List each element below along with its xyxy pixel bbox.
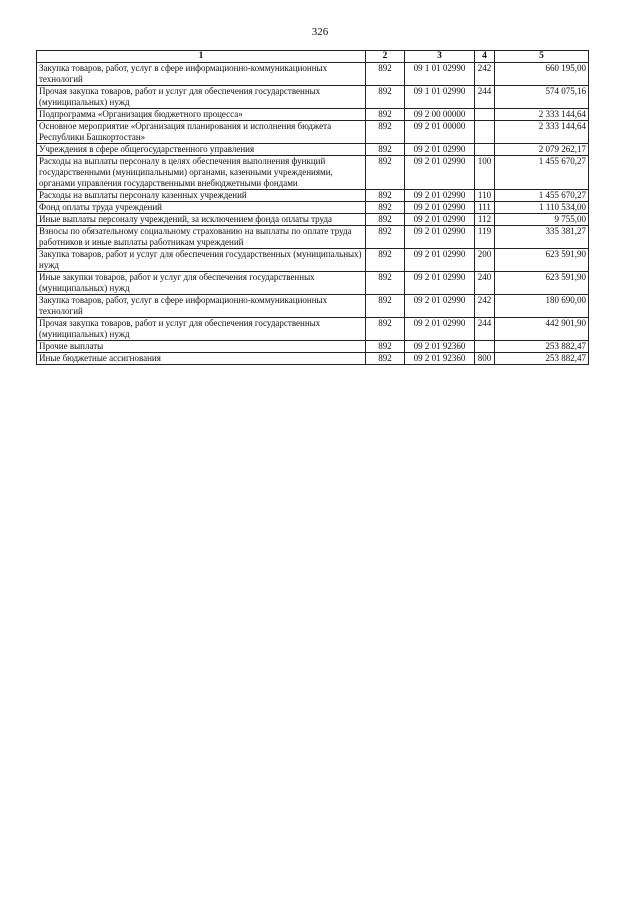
row-csr-cell: 09 2 01 02990 [405, 295, 475, 318]
table-row [37, 144, 589, 156]
row-vr-cell: 244 [475, 318, 495, 341]
row-sum-cell: 1 110 534,00 [495, 202, 589, 214]
header-col-vr: 4 [475, 51, 495, 63]
row-ved-cell: 892 [366, 121, 405, 144]
row-name-cell: Иные закупки товаров, работ и услуг для обеспечения государственных (муниципальных) нужд [37, 272, 366, 295]
header-col-ved: 2 [366, 51, 405, 63]
row-sum-cell: 623 591,90 [495, 272, 589, 295]
row-vr-cell [475, 144, 495, 156]
table-row [37, 272, 589, 295]
row-vr-cell: 800 [475, 353, 495, 365]
row-csr-cell: 09 2 01 92360 [405, 341, 475, 353]
row-vr-cell: 244 [475, 86, 495, 109]
row-ved-cell: 892 [366, 63, 405, 86]
row-ved-cell: 892 [366, 190, 405, 202]
row-sum-cell: 1 455 670,27 [495, 156, 589, 190]
row-ved-cell: 892 [366, 214, 405, 226]
row-vr-cell: 240 [475, 272, 495, 295]
row-csr-cell: 09 2 01 02990 [405, 214, 475, 226]
row-vr-cell: 119 [475, 226, 495, 249]
table-row [37, 318, 589, 341]
row-name-cell: Подпрограмма «Организация бюджетного процесса» [37, 109, 366, 121]
table-row [37, 109, 589, 121]
table-row [37, 341, 589, 353]
row-sum-cell: 253 882,47 [495, 341, 589, 353]
row-csr-cell: 09 2 01 02990 [405, 190, 475, 202]
table-row [37, 249, 589, 272]
row-vr-cell: 242 [475, 295, 495, 318]
row-sum-cell: 574 075,16 [495, 86, 589, 109]
table-header-row [37, 51, 589, 63]
row-name-cell: Взносы по обязательному социальному страхованию на выплаты по оплате труда работников и иные выплаты работникам учреждений [37, 226, 366, 249]
table-row [37, 86, 589, 109]
row-name-cell: Прочая закупка товаров, работ и услуг для обеспечения государственных (муниципальных) нужд [37, 318, 366, 341]
row-csr-cell: 09 1 01 02990 [405, 63, 475, 86]
row-sum-cell: 2 333 144,64 [495, 109, 589, 121]
table-row [37, 353, 589, 365]
table-row [37, 202, 589, 214]
row-sum-cell: 180 690,00 [495, 295, 589, 318]
row-ved-cell: 892 [366, 249, 405, 272]
row-csr-cell: 09 1 01 02990 [405, 86, 475, 109]
page-number: 326 [311, 26, 329, 38]
table-row [37, 156, 589, 190]
row-ved-cell: 892 [366, 156, 405, 190]
row-ved-cell: 892 [366, 353, 405, 365]
table-row [37, 190, 589, 202]
row-csr-cell: 09 2 01 02990 [405, 272, 475, 295]
row-sum-cell: 1 455 670,27 [495, 190, 589, 202]
header-col-sum: 5 [495, 51, 589, 63]
row-name-cell: Прочие выплаты [37, 341, 366, 353]
table-row [37, 63, 589, 86]
row-name-cell: Основное мероприятие «Организация планирования и исполнения бюджета Республики Башкортостан» [37, 121, 366, 144]
header-col-name: 1 [37, 51, 366, 63]
row-ved-cell: 892 [366, 86, 405, 109]
row-vr-cell [475, 341, 495, 353]
row-ved-cell: 892 [366, 272, 405, 295]
row-csr-cell: 09 2 01 02990 [405, 226, 475, 249]
row-name-cell: Расходы на выплаты персоналу казенных учреждений [37, 190, 366, 202]
table-row [37, 226, 589, 249]
row-csr-cell: 09 2 01 02990 [405, 318, 475, 341]
row-sum-cell: 335 381,27 [495, 226, 589, 249]
row-vr-cell: 110 [475, 190, 495, 202]
table-row [37, 121, 589, 144]
row-name-cell: Расходы на выплаты персоналу в целях обеспечения выполнения функций государственными (муниципальными) органами, казенными учреждениями, органами управления государственными внебюджетными фондами [37, 156, 366, 190]
row-ved-cell: 892 [366, 144, 405, 156]
row-ved-cell: 892 [366, 318, 405, 341]
row-ved-cell: 892 [366, 295, 405, 318]
row-name-cell: Закупка товаров, работ и услуг для обеспечения государственных (муниципальных) нужд [37, 249, 366, 272]
row-csr-cell: 09 2 01 02990 [405, 202, 475, 214]
row-csr-cell: 09 2 01 92360 [405, 353, 475, 365]
row-name-cell: Закупка товаров, работ, услуг в сфере информационно-коммуникационных технологий [37, 63, 366, 86]
table-row [37, 214, 589, 226]
row-name-cell: Прочая закупка товаров, работ и услуг для обеспечения государственных (муниципальных) нужд [37, 86, 366, 109]
row-vr-cell: 112 [475, 214, 495, 226]
row-name-cell: Учреждения в сфере общегосударственного управления [37, 144, 366, 156]
row-sum-cell: 442 901,90 [495, 318, 589, 341]
row-sum-cell: 2 333 144,64 [495, 121, 589, 144]
row-sum-cell: 660 195,00 [495, 63, 589, 86]
row-vr-cell: 100 [475, 156, 495, 190]
row-sum-cell: 253 882,47 [495, 353, 589, 365]
row-sum-cell: 2 079 262,17 [495, 144, 589, 156]
row-csr-cell: 09 2 00 00000 [405, 109, 475, 121]
row-sum-cell: 623 591,90 [495, 249, 589, 272]
row-ved-cell: 892 [366, 109, 405, 121]
row-csr-cell: 09 2 01 00000 [405, 121, 475, 144]
row-name-cell: Фонд оплаты труда учреждений [37, 202, 366, 214]
row-vr-cell: 242 [475, 63, 495, 86]
row-sum-cell: 9 755,00 [495, 214, 589, 226]
row-ved-cell: 892 [366, 226, 405, 249]
row-csr-cell: 09 2 01 02990 [405, 144, 475, 156]
row-ved-cell: 892 [366, 341, 405, 353]
row-name-cell: Иные бюджетные ассигнования [37, 353, 366, 365]
row-csr-cell: 09 2 01 02990 [405, 249, 475, 272]
row-csr-cell: 09 2 01 02990 [405, 156, 475, 190]
table-row [37, 295, 589, 318]
row-vr-cell: 200 [475, 249, 495, 272]
row-ved-cell: 892 [366, 202, 405, 214]
budget-table [36, 50, 589, 365]
row-name-cell: Закупка товаров, работ, услуг в сфере информационно-коммуникационных технологий [37, 295, 366, 318]
row-vr-cell [475, 109, 495, 121]
row-name-cell: Иные выплаты персоналу учреждений, за исключением фонда оплаты труда [37, 214, 366, 226]
header-col-csr: 3 [405, 51, 475, 63]
row-vr-cell: 111 [475, 202, 495, 214]
row-vr-cell [475, 121, 495, 144]
